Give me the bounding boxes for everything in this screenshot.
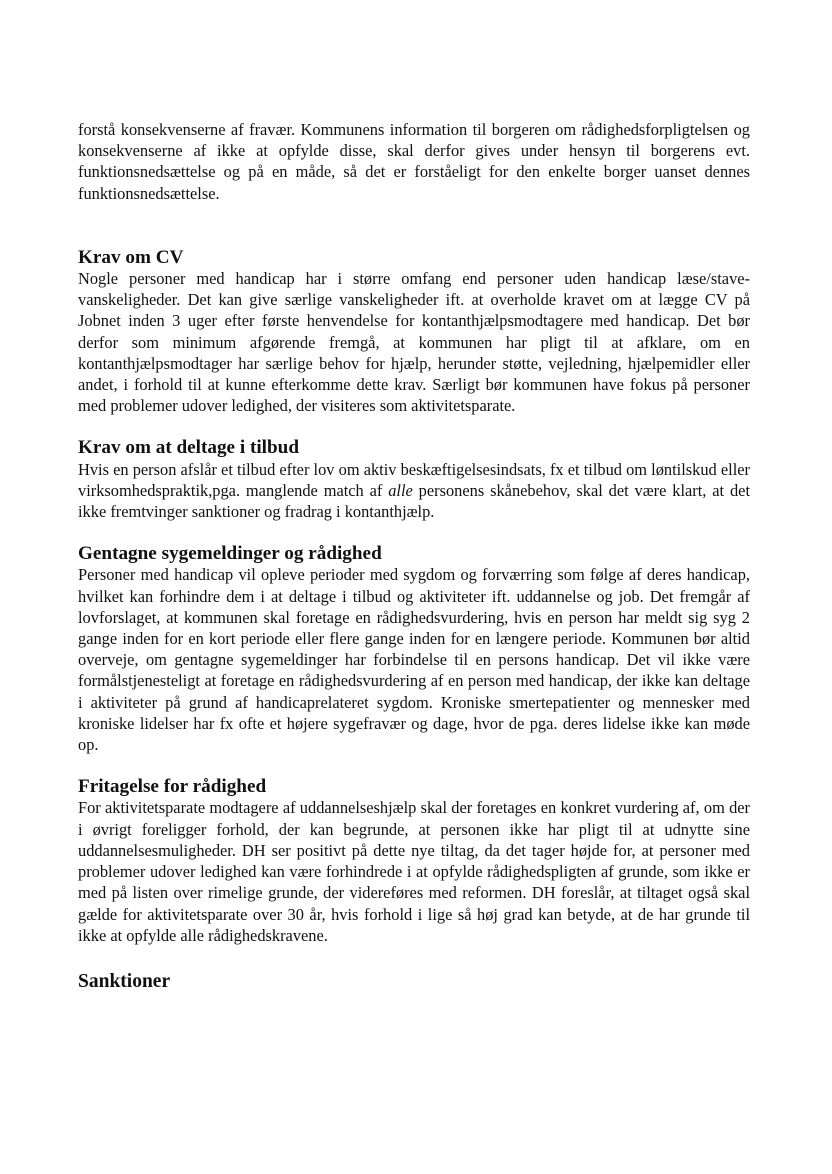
section-krav-om-cv bbox=[78, 247, 750, 417]
section-sygemeldinger bbox=[78, 543, 750, 755]
section-body bbox=[78, 459, 750, 523]
spacer bbox=[78, 522, 750, 543]
spacer bbox=[78, 755, 750, 776]
spacer bbox=[78, 946, 750, 970]
intro-paragraph: forstå konsekvenserne af fravær. Kommunens information til borgeren om rådighedsforpligtelsen og konsekvenserne af ikke at opfylde disse, skal derfor gives under hensyn til borgerens evt. funktionsnedsættelse og på en måde, så det er forståeligt for den enkelte borger uanset dennes funktionsnedsættelse. bbox=[78, 120, 750, 203]
section-heading: Krav om CV bbox=[78, 246, 184, 268]
section-heading-sanktioner: Sanktioner bbox=[78, 970, 171, 992]
section-heading: Fritagelse for rådighed bbox=[78, 776, 267, 798]
document-page bbox=[78, 119, 750, 994]
body-emphasis: alle bbox=[388, 480, 413, 500]
section-body: Personer med handicap vil opleve perioder med sygdom og forværring som følge af deres handicap, hvilket kan forhindre dem i at deltage i tilbud og aktiviteter ift. uddannelse og job. Det fremgår af lovforslaget, at kommunen skal foretage en rådighedsvurdering, hvis en person har meldt sig syg 2 gange inden for en kort periode eller flere gange inden for en længere periode. Kommunen bør altid overveje, om gentagne sygemeldinger har forbindelse til en persons handicap. Det vil ikke være formålstjenesteligt at foretage en rådighedsvurdering af en person med handicap, der ikke kan deltage i aktiviteter på grund af handicaprelateret sygdom. Kroniske smertepatienter og mennesker med kroniske lidelser har fx ofte et højere sygefravær og dage, hvor de pga. deres lidelse ikke kan møde op. bbox=[78, 565, 750, 755]
spacer bbox=[78, 204, 750, 247]
body-text-end: personens skånebehov, skal det være klart, at det ikke fremtvinger sanktioner og fradrag i kontanthjælp. bbox=[78, 480, 750, 522]
spacer bbox=[78, 416, 750, 437]
section-heading: Gentagne sygemeldinger og rådighed bbox=[78, 543, 382, 565]
section-body: Nogle personer med handicap har i større omfang end personer uden handicap læse/stave-vanskeligheder. Det kan give særlige vanskeligheder ift. at overholde kravet om at lægge CV på Jobnet inden 3 uger efter første henvendelse for kontanthjælpsmodtagere med handicap. Det bør derfor som minimum afgørende fremgå, at kommunen har pligt til at afklare, om en kontanthjælpsmodtager har særlige behov for hjælp, herunder støtte, vejledning, hjælpemidler eller andet, i forhold til at kunne efterkomme dette krav. Særligt bør kommunen have fokus på personer med problemer udover ledighed, der visiteres som aktivitetsparate. bbox=[78, 269, 750, 416]
body-text-start: Hvis en person afslår et tilbud efter lov om aktiv beskæftigelsesindsats, fx et tilbud om løntilskud eller virksomhedspraktik,pga. manglende match af bbox=[78, 459, 750, 500]
section-fritagelse bbox=[78, 776, 750, 946]
section-heading: Krav om at deltage i tilbud bbox=[78, 437, 300, 459]
section-krav-om-tilbud bbox=[78, 437, 750, 522]
section-body: For aktivitetsparate modtagere af uddannelseshjælp skal der foretages en konkret vurdering af, om der i øvrigt foreligger forhold, der kan begrunde, at personen ikke har pligt til at udnytte sine uddannelsesmuligheder. DH ser positivt på dette nye tiltag, da det tager højde for, at personer med problemer udover ledighed kan være forhindrede i at opfylde rådighedspligten af grunde, som ikke er med på listen over rimelige grunde, der videreføres med reformen. DH foreslår, at tiltaget også skal gælde for aktivitetsparate over 30 år, hvis forhold i lige så høj grad kan betyde, at de har grunde til ikke at opfylde alle rådighedskravene. bbox=[78, 798, 750, 945]
